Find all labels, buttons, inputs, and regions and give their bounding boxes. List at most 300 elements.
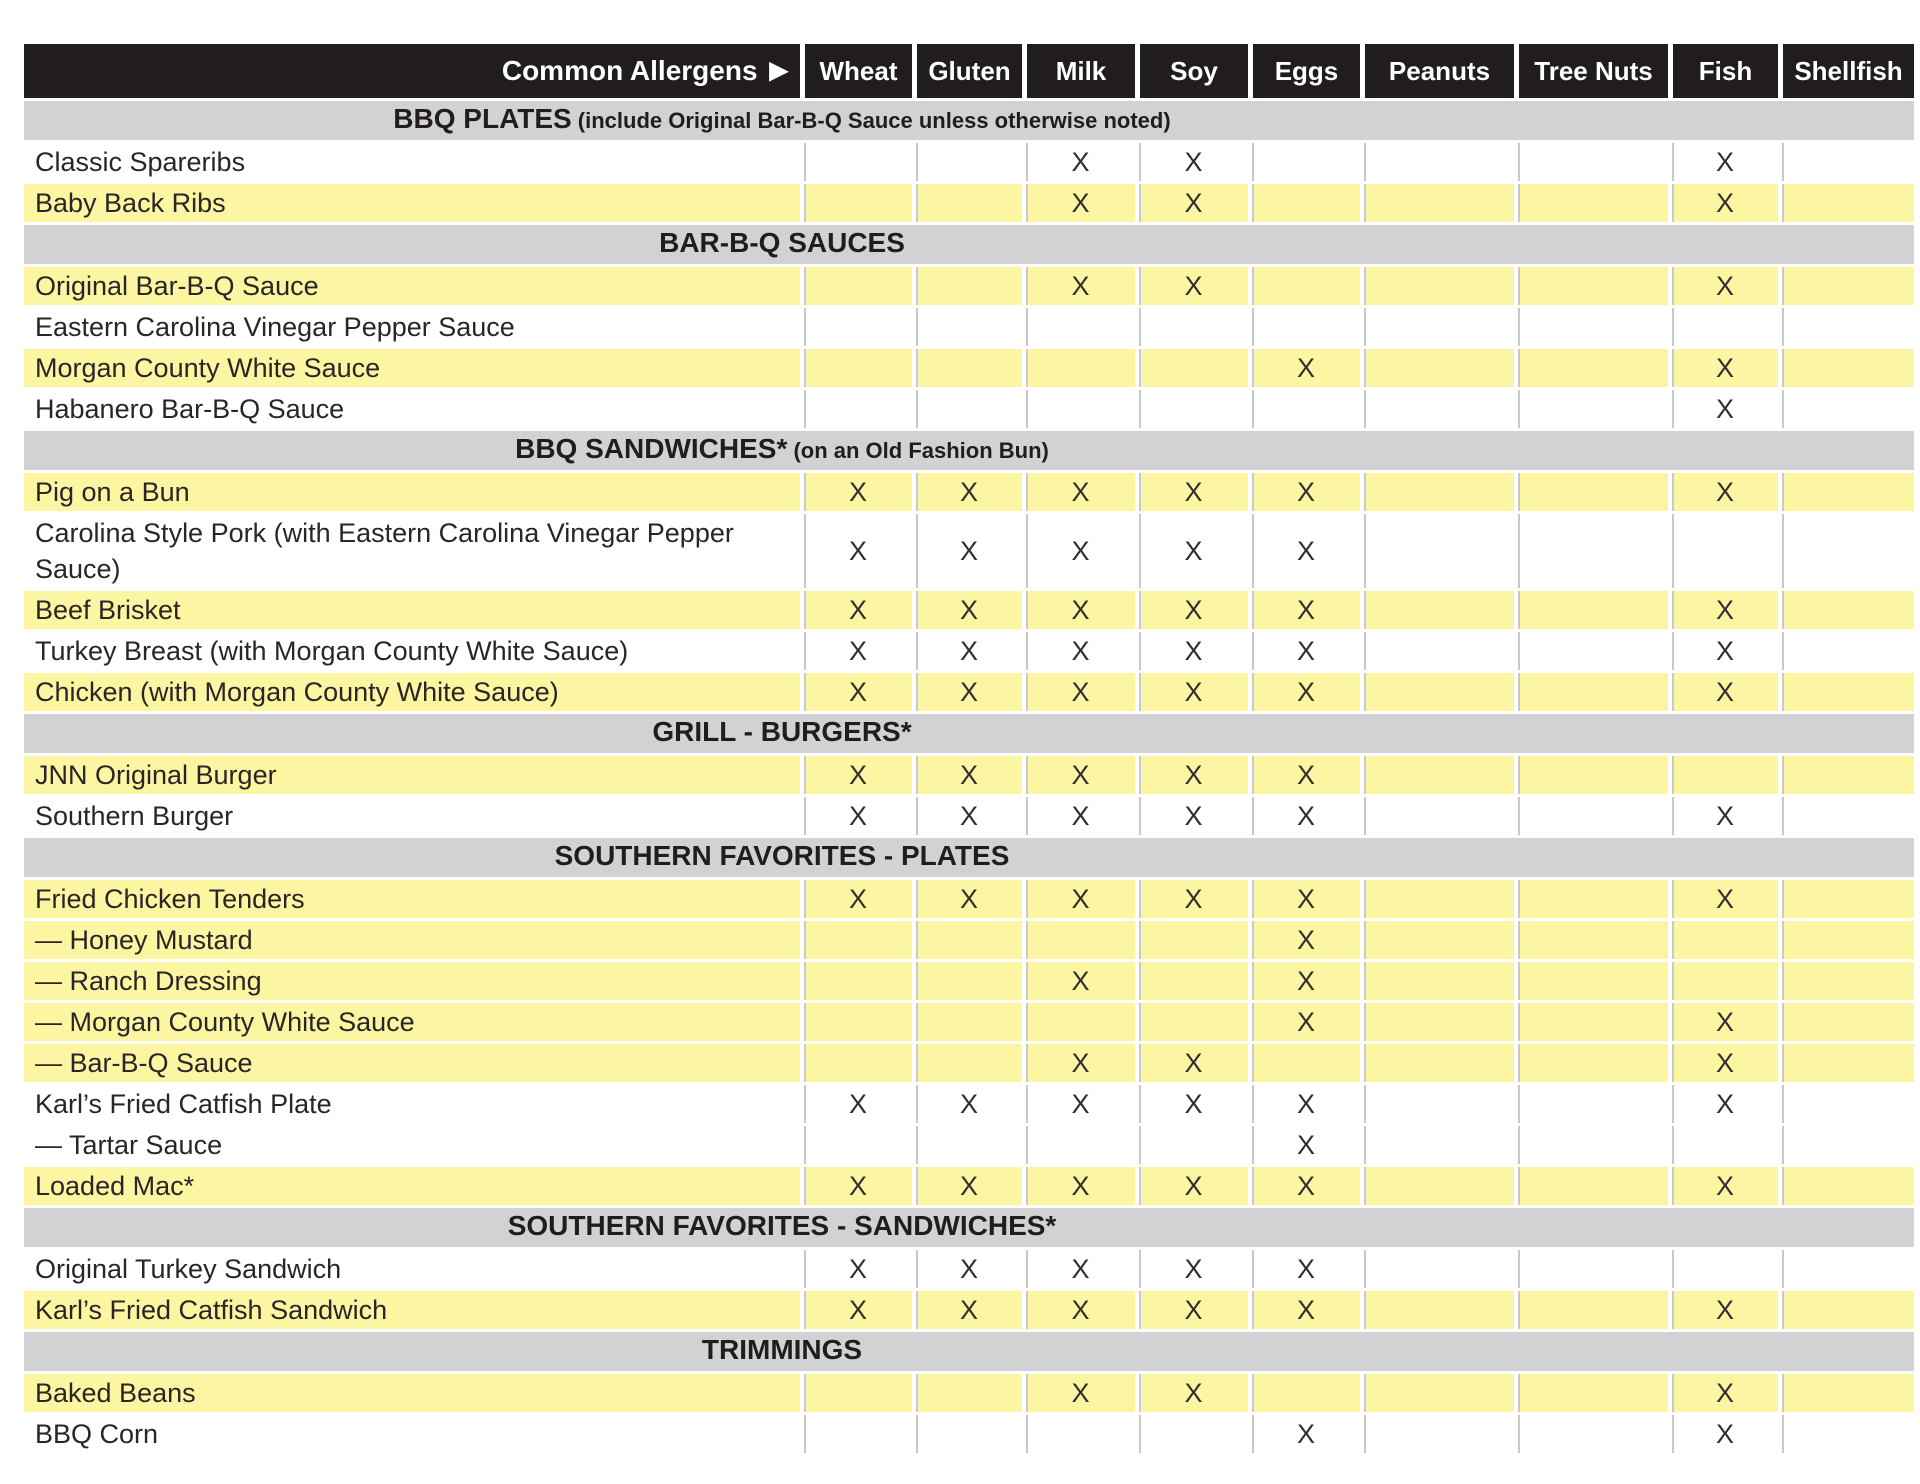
allergen-cell-soy xyxy=(1135,1085,1248,1123)
allergen-cell-tree-nuts xyxy=(1514,797,1668,835)
allergen-cell-soy xyxy=(1135,267,1248,305)
allergen-cell-shellfish xyxy=(1778,1167,1914,1205)
allergen-mark: X xyxy=(1184,883,1203,914)
allergen-cell-eggs xyxy=(1248,473,1360,511)
item-row-classic-spareribs xyxy=(24,143,1914,181)
allergen-mark: X xyxy=(959,1294,978,1325)
allergen-cell-shellfish xyxy=(1778,797,1914,835)
allergen-mark: X xyxy=(1071,146,1090,177)
allergen-cell-shellfish xyxy=(1778,308,1914,346)
allergen-cell-tree-nuts xyxy=(1514,1126,1668,1164)
allergen-cell-fish xyxy=(1668,962,1778,1000)
item-row-carolina-style-pork-with-eastern-carolina-vinegar-pepper-sauce xyxy=(24,514,1914,588)
allergen-cell-eggs xyxy=(1248,1167,1360,1205)
allergen-cell-tree-nuts xyxy=(1514,1250,1668,1288)
section-subtitle: (on an Old Fashion Bun) xyxy=(787,437,1049,463)
allergen-mark: X xyxy=(848,1294,867,1325)
item-row-fried-chicken-tenders xyxy=(24,880,1914,918)
arrow-right-icon: ▶ xyxy=(769,57,788,84)
allergen-cell-milk xyxy=(1022,349,1135,387)
allergen-cell-peanuts xyxy=(1360,514,1514,588)
allergen-cell-milk xyxy=(1022,143,1135,181)
allergen-mark: X xyxy=(1296,676,1315,707)
allergen-cell-gluten xyxy=(912,514,1022,588)
allergen-mark: X xyxy=(848,1170,867,1201)
allergen-mark: X xyxy=(1296,1253,1315,1284)
item-row-original-turkey-sandwich xyxy=(24,1250,1914,1288)
item-name: — Ranch Dressing xyxy=(24,962,800,1000)
allergen-mark: X xyxy=(1184,1294,1203,1325)
allergen-mark: X xyxy=(1296,594,1315,625)
allergen-mark: X xyxy=(848,1253,867,1284)
allergen-mark: X xyxy=(1715,676,1734,707)
allergen-cell-tree-nuts xyxy=(1514,673,1668,711)
allergen-cell-soy xyxy=(1135,308,1248,346)
allergen-mark: X xyxy=(959,676,978,707)
section-header-southern-favorites-plates xyxy=(24,838,1914,877)
allergen-cell-wheat xyxy=(800,797,912,835)
allergen-cell-shellfish xyxy=(1778,184,1914,222)
item-name: Original Bar-B-Q Sauce xyxy=(24,267,800,305)
allergen-cell-wheat xyxy=(800,1415,912,1453)
allergen-cell-fish xyxy=(1668,673,1778,711)
allergen-cell-wheat xyxy=(800,921,912,959)
allergen-cell-soy xyxy=(1135,349,1248,387)
allergen-cell-fish xyxy=(1668,591,1778,629)
allergen-cell-soy xyxy=(1135,1126,1248,1164)
allergen-cell-tree-nuts xyxy=(1514,1003,1668,1041)
allergen-cell-wheat xyxy=(800,880,912,918)
allergen-cell-tree-nuts xyxy=(1514,921,1668,959)
allergen-mark: X xyxy=(1071,1170,1090,1201)
allergen-mark: X xyxy=(1071,1047,1090,1078)
allergen-cell-soy xyxy=(1135,1167,1248,1205)
allergen-cell-eggs xyxy=(1248,921,1360,959)
allergen-cell-gluten xyxy=(912,1044,1022,1082)
allergen-cell-shellfish xyxy=(1778,349,1914,387)
item-row-original-bar-b-q-sauce xyxy=(24,267,1914,305)
allergen-mark: X xyxy=(959,476,978,507)
allergen-cell-fish xyxy=(1668,267,1778,305)
allergen-mark: X xyxy=(1071,965,1090,996)
allergen-cell-eggs xyxy=(1248,1085,1360,1123)
allergen-cell-shellfish xyxy=(1778,1374,1914,1412)
allergen-mark: X xyxy=(1296,476,1315,507)
allergen-mark: X xyxy=(1071,635,1090,666)
section-title: TRIMMINGS xyxy=(701,1333,863,1365)
allergen-cell-fish xyxy=(1668,514,1778,588)
allergen-cell-tree-nuts xyxy=(1514,390,1668,428)
allergen-cell-tree-nuts xyxy=(1514,308,1668,346)
allergen-cell-shellfish xyxy=(1778,473,1914,511)
allergen-cell-tree-nuts xyxy=(1514,962,1668,1000)
allergen-cell-eggs xyxy=(1248,673,1360,711)
allergen-cell-fish xyxy=(1668,1415,1778,1453)
allergen-cell-wheat xyxy=(800,1374,912,1412)
allergen-cell-fish xyxy=(1668,184,1778,222)
item-name: — Tartar Sauce xyxy=(24,1126,800,1164)
item-row-pig-on-a-bun xyxy=(24,473,1914,511)
allergen-cell-gluten xyxy=(912,184,1022,222)
allergen-cell-gluten xyxy=(912,1374,1022,1412)
allergen-cell-eggs xyxy=(1248,349,1360,387)
allergen-cell-soy xyxy=(1135,1003,1248,1041)
column-header-wheat: Wheat xyxy=(800,44,912,98)
allergen-cell-milk xyxy=(1022,797,1135,835)
allergen-cell-gluten xyxy=(912,1003,1022,1041)
allergen-mark: X xyxy=(959,1088,978,1119)
allergen-cell-gluten xyxy=(912,143,1022,181)
allergen-cell-gluten xyxy=(912,1126,1022,1164)
allergen-cell-shellfish xyxy=(1778,673,1914,711)
item-name: Baby Back Ribs xyxy=(24,184,800,222)
allergen-cell-milk xyxy=(1022,1085,1135,1123)
allergen-cell-gluten xyxy=(912,1085,1022,1123)
allergen-header-row xyxy=(24,44,1914,98)
allergen-cell-peanuts xyxy=(1360,797,1514,835)
allergen-cell-wheat xyxy=(800,673,912,711)
item-name: Southern Burger xyxy=(24,797,800,835)
allergen-cell-wheat xyxy=(800,390,912,428)
allergen-mark: X xyxy=(1184,1047,1203,1078)
allergen-cell-shellfish xyxy=(1778,1003,1914,1041)
allergen-mark: X xyxy=(1296,924,1315,955)
allergen-mark: X xyxy=(1184,676,1203,707)
allergen-cell-gluten xyxy=(912,349,1022,387)
allergen-cell-soy xyxy=(1135,921,1248,959)
allergen-mark: X xyxy=(959,800,978,831)
allergen-cell-peanuts xyxy=(1360,267,1514,305)
allergen-cell-wheat xyxy=(800,267,912,305)
section-title: BBQ PLATES xyxy=(393,102,572,134)
allergen-mark: X xyxy=(1715,1047,1734,1078)
item-name: Pig on a Bun xyxy=(24,473,800,511)
allergen-cell-wheat xyxy=(800,1044,912,1082)
allergen-cell-fish xyxy=(1668,1291,1778,1329)
allergen-cell-eggs xyxy=(1248,962,1360,1000)
allergen-cell-milk xyxy=(1022,390,1135,428)
allergen-cell-milk xyxy=(1022,921,1135,959)
allergen-mark: X xyxy=(1715,187,1734,218)
allergen-cell-tree-nuts xyxy=(1514,1044,1668,1082)
allergen-mark: X xyxy=(848,1088,867,1119)
allergen-cell-milk xyxy=(1022,1003,1135,1041)
allergen-mark: X xyxy=(1296,965,1315,996)
allergen-cell-fish xyxy=(1668,143,1778,181)
section-header-grill-burgers xyxy=(24,714,1914,753)
item-name: Carolina Style Pork (with Eastern Carolina Vinegar Pepper Sauce) xyxy=(24,514,800,588)
allergen-cell-wheat xyxy=(800,143,912,181)
item-name: — Bar-B-Q Sauce xyxy=(24,1044,800,1082)
section-subtitle: (include Original Bar-B-Q Sauce unless otherwise noted) xyxy=(571,107,1171,133)
item-name: BBQ Corn xyxy=(24,1415,800,1453)
item-row-ranch-dressing xyxy=(24,962,1914,1000)
allergen-mark: X xyxy=(1715,352,1734,383)
column-header-eggs: Eggs xyxy=(1248,44,1360,98)
allergen-cell-fish xyxy=(1668,390,1778,428)
allergen-cell-soy xyxy=(1135,143,1248,181)
allergen-cell-peanuts xyxy=(1360,308,1514,346)
allergen-mark: X xyxy=(848,800,867,831)
allergen-cell-soy xyxy=(1135,756,1248,794)
allergen-mark: X xyxy=(1184,1253,1203,1284)
allergen-mark: X xyxy=(1184,1170,1203,1201)
allergen-mark: X xyxy=(1715,635,1734,666)
allergen-mark: X xyxy=(1715,594,1734,625)
allergen-cell-gluten xyxy=(912,880,1022,918)
allergen-mark: X xyxy=(1715,146,1734,177)
allergen-cell-tree-nuts xyxy=(1514,267,1668,305)
item-name: Karl’s Fried Catfish Sandwich xyxy=(24,1291,800,1329)
column-header-shellfish: Shellfish xyxy=(1778,44,1914,98)
allergen-mark: X xyxy=(1184,635,1203,666)
allergen-cell-tree-nuts xyxy=(1514,632,1668,670)
allergen-cell-wheat xyxy=(800,1250,912,1288)
allergen-cell-fish xyxy=(1668,1003,1778,1041)
allergen-cell-milk xyxy=(1022,1291,1135,1329)
allergen-cell-tree-nuts xyxy=(1514,1085,1668,1123)
allergen-cell-tree-nuts xyxy=(1514,184,1668,222)
allergen-cell-shellfish xyxy=(1778,632,1914,670)
section-title: BAR-B-Q SAUCES xyxy=(659,226,905,258)
allergen-cell-soy xyxy=(1135,1250,1248,1288)
item-row-bbq-corn xyxy=(24,1415,1914,1453)
allergen-cell-eggs xyxy=(1248,1415,1360,1453)
item-row-jnn-original-burger xyxy=(24,756,1914,794)
allergen-cell-milk xyxy=(1022,962,1135,1000)
allergen-cell-gluten xyxy=(912,962,1022,1000)
allergen-mark: X xyxy=(1184,270,1203,301)
allergen-cell-peanuts xyxy=(1360,473,1514,511)
section-title: BBQ SANDWICHES* xyxy=(515,432,788,464)
allergen-cell-eggs xyxy=(1248,632,1360,670)
item-row-southern-burger xyxy=(24,797,1914,835)
item-row-morgan-county-white-sauce xyxy=(24,349,1914,387)
allergen-cell-peanuts xyxy=(1360,632,1514,670)
allergen-cell-milk xyxy=(1022,1044,1135,1082)
section-title: SOUTHERN FAVORITES - SANDWICHES* xyxy=(507,1209,1057,1241)
section-header-bbq-sandwiches xyxy=(24,431,1914,470)
allergen-cell-tree-nuts xyxy=(1514,349,1668,387)
allergen-mark: X xyxy=(1184,187,1203,218)
allergen-cell-milk xyxy=(1022,267,1135,305)
allergen-cell-eggs xyxy=(1248,591,1360,629)
item-name: Habanero Bar-B-Q Sauce xyxy=(24,390,800,428)
allergen-cell-wheat xyxy=(800,184,912,222)
allergen-cell-soy xyxy=(1135,390,1248,428)
allergen-cell-peanuts xyxy=(1360,1374,1514,1412)
allergen-mark: X xyxy=(1296,759,1315,790)
section-header-southern-favorites-sandwiches xyxy=(24,1208,1914,1247)
allergen-cell-soy xyxy=(1135,962,1248,1000)
allergen-mark: X xyxy=(1296,883,1315,914)
allergen-cell-peanuts xyxy=(1360,962,1514,1000)
allergen-cell-soy xyxy=(1135,1374,1248,1412)
item-row-turkey-breast-with-morgan-county-white-sauce xyxy=(24,632,1914,670)
item-row-karl-s-fried-catfish-sandwich xyxy=(24,1291,1914,1329)
allergen-mark: X xyxy=(1071,1253,1090,1284)
allergen-cell-peanuts xyxy=(1360,1044,1514,1082)
allergen-cell-soy xyxy=(1135,473,1248,511)
allergen-cell-eggs xyxy=(1248,143,1360,181)
allergen-mark: X xyxy=(1715,1088,1734,1119)
allergen-cell-milk xyxy=(1022,1374,1135,1412)
allergen-mark: X xyxy=(1715,883,1734,914)
item-row-baked-beans xyxy=(24,1374,1914,1412)
allergen-cell-wheat xyxy=(800,514,912,588)
allergen-cell-shellfish xyxy=(1778,1291,1914,1329)
item-name: Karl’s Fried Catfish Plate xyxy=(24,1085,800,1123)
allergen-cell-eggs xyxy=(1248,1126,1360,1164)
allergen-cell-gluten xyxy=(912,673,1022,711)
allergen-cell-fish xyxy=(1668,308,1778,346)
allergen-cell-soy xyxy=(1135,1291,1248,1329)
allergen-cell-peanuts xyxy=(1360,184,1514,222)
item-row-bar-b-q-sauce xyxy=(24,1044,1914,1082)
allergen-cell-peanuts xyxy=(1360,1415,1514,1453)
allergen-mark: X xyxy=(1184,800,1203,831)
allergen-mark: X xyxy=(1715,270,1734,301)
allergen-cell-eggs xyxy=(1248,797,1360,835)
allergen-mark: X xyxy=(959,594,978,625)
allergen-cell-gluten xyxy=(912,632,1022,670)
column-header-fish: Fish xyxy=(1668,44,1778,98)
allergen-cell-tree-nuts xyxy=(1514,1415,1668,1453)
allergen-mark: X xyxy=(1715,393,1734,424)
allergen-mark: X xyxy=(1296,1294,1315,1325)
allergen-cell-milk xyxy=(1022,591,1135,629)
allergen-mark: X xyxy=(1715,1006,1734,1037)
allergen-mark: X xyxy=(1296,1418,1315,1449)
allergen-cell-soy xyxy=(1135,514,1248,588)
allergen-cell-wheat xyxy=(800,308,912,346)
allergen-mark: X xyxy=(1071,1294,1090,1325)
allergen-cell-fish xyxy=(1668,797,1778,835)
allergen-cell-shellfish xyxy=(1778,962,1914,1000)
item-name: Classic Spareribs xyxy=(24,143,800,181)
allergen-cell-peanuts xyxy=(1360,1085,1514,1123)
allergen-cell-shellfish xyxy=(1778,1250,1914,1288)
allergen-cell-fish xyxy=(1668,1126,1778,1164)
allergen-mark: X xyxy=(848,476,867,507)
allergen-mark: X xyxy=(1184,1088,1203,1119)
allergen-mark: X xyxy=(1071,270,1090,301)
allergen-mark: X xyxy=(1184,759,1203,790)
allergen-mark: X xyxy=(959,635,978,666)
item-row-eastern-carolina-vinegar-pepper-sauce xyxy=(24,308,1914,346)
allergen-mark: X xyxy=(959,1170,978,1201)
allergen-cell-wheat xyxy=(800,1003,912,1041)
allergen-cell-shellfish xyxy=(1778,591,1914,629)
section-title: GRILL - BURGERS* xyxy=(652,715,912,747)
allergen-mark: X xyxy=(1296,800,1315,831)
allergen-cell-eggs xyxy=(1248,756,1360,794)
allergen-cell-peanuts xyxy=(1360,921,1514,959)
allergen-cell-peanuts xyxy=(1360,1003,1514,1041)
section-title: SOUTHERN FAVORITES - PLATES xyxy=(554,839,1010,871)
allergen-mark: X xyxy=(1184,1377,1203,1408)
allergen-cell-eggs xyxy=(1248,308,1360,346)
allergen-cell-gluten xyxy=(912,1167,1022,1205)
allergen-mark: X xyxy=(1071,187,1090,218)
section-header-bar-b-q-sauces xyxy=(24,225,1914,264)
allergen-cell-eggs xyxy=(1248,514,1360,588)
allergen-cell-soy xyxy=(1135,184,1248,222)
allergen-cell-peanuts xyxy=(1360,1291,1514,1329)
allergen-cell-soy xyxy=(1135,1044,1248,1082)
common-allergens-header-cell xyxy=(24,44,800,98)
allergen-mark: X xyxy=(1071,1088,1090,1119)
allergen-mark: X xyxy=(1715,476,1734,507)
allergen-cell-peanuts xyxy=(1360,756,1514,794)
allergen-mark: X xyxy=(848,635,867,666)
item-name: Turkey Breast (with Morgan County White Sauce) xyxy=(24,632,800,670)
allergen-mark: X xyxy=(1071,476,1090,507)
allergen-cell-shellfish xyxy=(1778,267,1914,305)
allergen-cell-shellfish xyxy=(1778,1126,1914,1164)
item-name: Fried Chicken Tenders xyxy=(24,880,800,918)
allergen-cell-fish xyxy=(1668,632,1778,670)
allergen-mark: X xyxy=(959,1253,978,1284)
allergen-cell-wheat xyxy=(800,1291,912,1329)
allergen-cell-eggs xyxy=(1248,267,1360,305)
allergen-cell-peanuts xyxy=(1360,349,1514,387)
allergen-cell-peanuts xyxy=(1360,1126,1514,1164)
allergen-mark: X xyxy=(1071,883,1090,914)
allergen-cell-tree-nuts xyxy=(1514,756,1668,794)
allergen-cell-eggs xyxy=(1248,1250,1360,1288)
allergen-mark: X xyxy=(1071,535,1090,566)
allergen-cell-wheat xyxy=(800,632,912,670)
allergen-cell-fish xyxy=(1668,1167,1778,1205)
allergen-cell-tree-nuts xyxy=(1514,880,1668,918)
allergen-table xyxy=(24,44,1914,1453)
section-header-bbq-plates xyxy=(24,101,1914,140)
allergen-cell-wheat xyxy=(800,1085,912,1123)
allergen-cell-peanuts xyxy=(1360,880,1514,918)
allergen-cell-soy xyxy=(1135,880,1248,918)
allergen-cell-eggs xyxy=(1248,390,1360,428)
allergen-mark: X xyxy=(1296,1006,1315,1037)
allergen-cell-tree-nuts xyxy=(1514,1167,1668,1205)
allergen-cell-tree-nuts xyxy=(1514,1291,1668,1329)
allergen-cell-wheat xyxy=(800,1167,912,1205)
allergen-cell-gluten xyxy=(912,1291,1022,1329)
item-row-habanero-bar-b-q-sauce xyxy=(24,390,1914,428)
section-header-trimmings xyxy=(24,1332,1914,1371)
item-name: Beef Brisket xyxy=(24,591,800,629)
item-row-chicken-with-morgan-county-white-sauce xyxy=(24,673,1914,711)
allergen-cell-fish xyxy=(1668,349,1778,387)
allergen-cell-tree-nuts xyxy=(1514,1374,1668,1412)
allergen-cell-eggs xyxy=(1248,1044,1360,1082)
allergen-cell-wheat xyxy=(800,591,912,629)
allergen-cell-shellfish xyxy=(1778,1044,1914,1082)
allergen-cell-milk xyxy=(1022,184,1135,222)
item-name: — Honey Mustard xyxy=(24,921,800,959)
allergen-cell-peanuts xyxy=(1360,1250,1514,1288)
item-row-beef-brisket xyxy=(24,591,1914,629)
allergen-mark: X xyxy=(1296,635,1315,666)
allergen-cell-fish xyxy=(1668,921,1778,959)
allergen-cell-milk xyxy=(1022,673,1135,711)
allergen-mark: X xyxy=(848,594,867,625)
allergen-mark: X xyxy=(1715,1170,1734,1201)
allergen-cell-shellfish xyxy=(1778,514,1914,588)
allergen-cell-soy xyxy=(1135,797,1248,835)
allergen-mark: X xyxy=(1184,535,1203,566)
allergen-cell-gluten xyxy=(912,267,1022,305)
